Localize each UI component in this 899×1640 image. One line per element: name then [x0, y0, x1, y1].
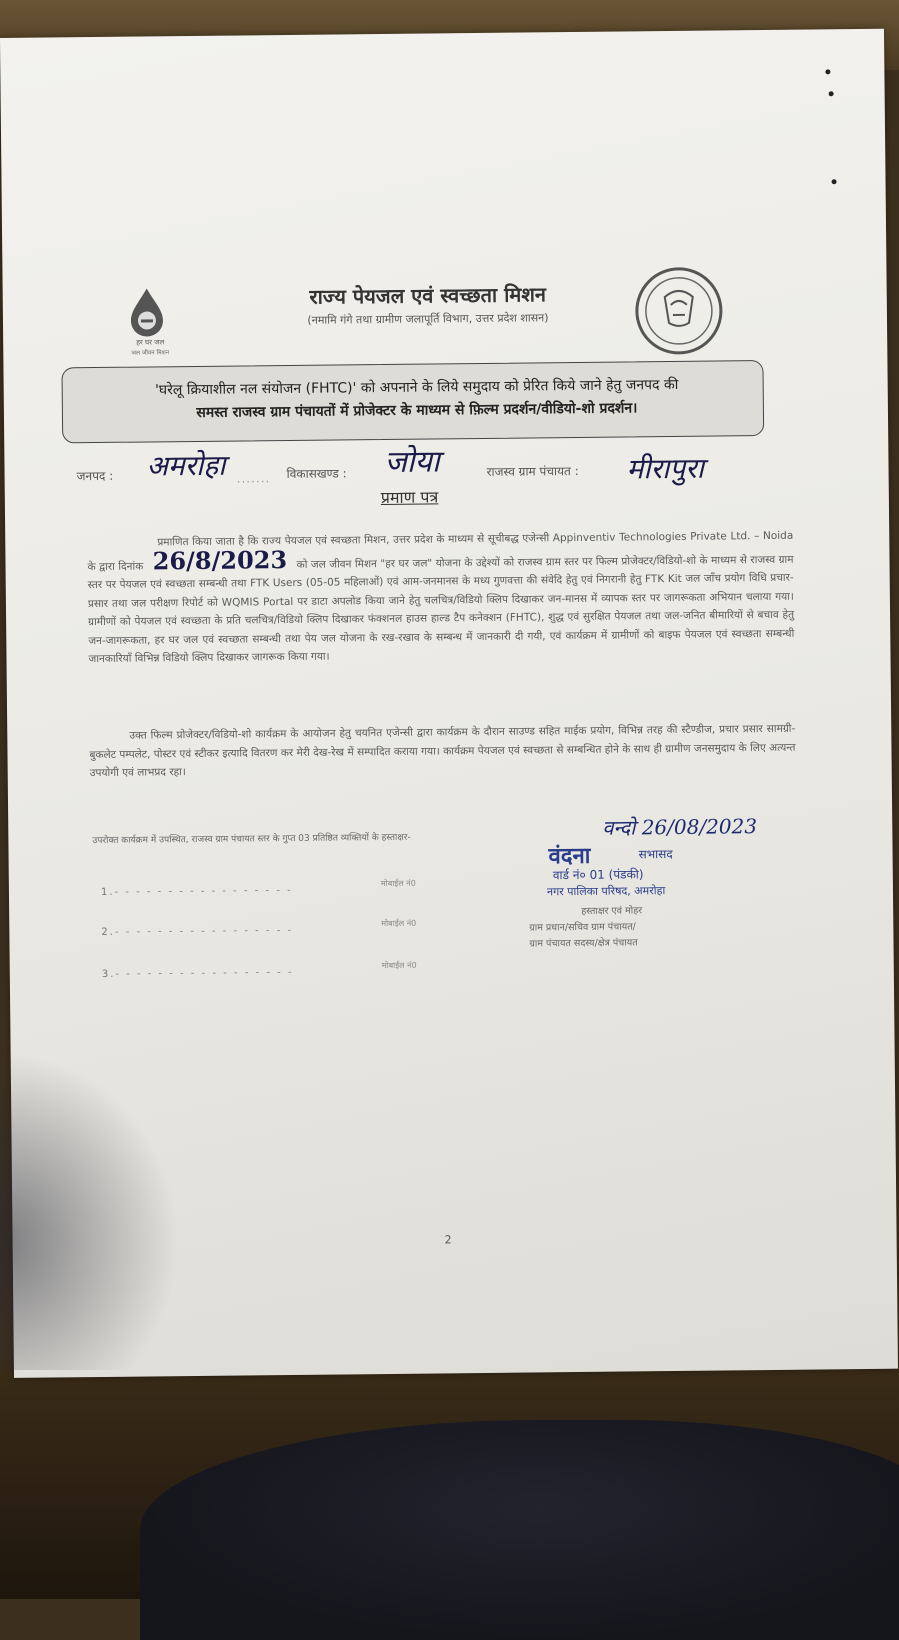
speck — [825, 69, 830, 74]
logo-text: हर घर जल — [136, 338, 165, 347]
speck — [832, 179, 837, 184]
signature-line-2: 2.- - - - - - - - - - - - - - - - - — [101, 924, 294, 938]
gram-panchayat-value: मीरापुरा — [626, 451, 705, 486]
speck — [829, 91, 834, 96]
page-subtitle: (नमामि गंगे तथा ग्रामीण जलापूर्ति विभाग, उत्तर प्रदेश शासन) — [307, 311, 549, 327]
mobile-label-3: मोबाईल नं0 — [381, 960, 417, 971]
mobile-label-2: मोबाईल नं0 — [381, 918, 417, 929]
stamp-title: सभासद — [638, 847, 673, 862]
vikaskhand-value: जोया — [384, 444, 440, 480]
banner-line-2: समस्त राजस्व ग्राम पंचायतों में प्रोजेक्टर के माध्यम से फ़िल्म प्रदर्शन/वीडियो-शो प्रदर्शन। — [196, 400, 638, 421]
program-banner — [61, 360, 764, 443]
jal-jeevan-mission-logo — [113, 286, 194, 367]
certificate-heading: प्रमाण पत्र — [380, 487, 439, 508]
certificate-paragraph-2: उक्त फिल्म प्रोजेक्टर/विडियो-शो कार्यक्रम के आयोजन हेतु चयनित एजेन्सी द्वारा कार्यक्रम के दौरान साउण्ड सहित माईक प्रयोग, विभिन्न तरह की स्टैण्डीज, प्रचार प्रसार सामग्री-बुकलेट पम्पलेट, पोस्टर एवं स्टीकर इत्यादि वितरण कर मेरी देख-रेख में सम्पादित कराया गया। कार्यक्रम पेयजल एवं स्वच्छता से सम्बन्धित होने के साथ ही ग्रामीण जनसमुदाय के लिए अत्यन्त उपयोगी एवं लाभप्रद रहा। — [89, 722, 796, 780]
attendees-intro: उपरोक्त कार्यक्रम में उपस्थित, राजस्व ग्राम पंचायत स्तर के गुप्त 03 प्रतिष्ठित व्यक्तियों के हस्ताक्षर- — [92, 832, 411, 847]
signature-line-1: 1.- - - - - - - - - - - - - - - - - — [100, 884, 293, 898]
stamp-organisation: नगर पालिका परिषद, अमरोहा — [546, 884, 666, 899]
para1-body: को जल जीवन मिशन "हर घर जल" योजना के उद्देश्यों को राजस्व ग्राम स्तर पर फिल्म प्रोजेक्टर/विडियो-शो के माध्यम से राजस्व ग्राम स्तर पर पेयजल एवं स्वच्छता सम्बन्धी तथा FTK Users (05-05 महिलाओं) एवं आम-जनमानस के मध्य गुणवत्ता की संवेदि हेतु एवं निगरानी हेतु FTK Kit जल जाँच प्रयोग विधि प्रचार-प्रसार तथा जल परीक्षण रिपोर्ट को WQMIS Portal पर डाटा अपलोड किया जाने हेतु चलचित्र/विडियो क्लिप दिखाकर जन-मानस में व्यापक स्तर पर जागरूकता अभियान चलाया गया। ग्रामीणों को पेयजल एवं स्वच्छता के प्रति चलचित्र/विडियो क्लिप दिखाकर फंक्शनल हाउस हाल्ड टैप कनेक्शन (FHTC), शुद्ध एवं सुरक्षित पेयजल तथा जल-जनित बीमारियों से बचाव हेतु जन-जागरूकता, हर घर जल एवं स्वच्छता सम्बन्धी तथा पेय जल योजना के रख-रखाव के सम्बन्ध में जानकारी दी गयी, एवं कार्यक्रम में ग्रामीणों को बाइफ पेयजल एवं स्वच्छता सम्बन्धी जानकारियाँ विभिन्न विडियो क्लिप दिखाकर जागरूक किया गया। — [87, 553, 795, 666]
gram-panchayat-label: राजस्व ग्राम पंचायत : — [486, 463, 579, 479]
logo-caption: जल जीवन मिशन — [131, 349, 170, 357]
handwritten-signature: वन्दो 26/08/2023 — [602, 814, 758, 840]
banner-line-1: 'घरेलू क्रियाशील नल संयोजन (FHTC)' को अपनाने के लिये समुदाय को प्रेरित किये जाने हेतु जनपद की — [154, 376, 679, 399]
sign-label: हस्ताक्षर एवं मोहर — [581, 905, 643, 917]
page-title: राज्य पेयजल एवं स्वच्छता मिशन — [309, 282, 547, 309]
role-line-1: ग्राम प्रधान/सचिव ग्राम पंचायत/ — [529, 921, 636, 934]
banner-text — [77, 373, 757, 426]
up-government-seal — [634, 266, 723, 355]
hand-shadow — [0, 1050, 180, 1370]
stamp-name: वंदना — [548, 843, 591, 870]
signature-line-3: 3.- - - - - - - - - - - - - - - - - — [101, 966, 294, 980]
janpad-value: अमरोहा — [146, 448, 226, 483]
stamp-ward: वार्ड नं० 01 (पंडकी) — [552, 867, 644, 883]
program-date: 26/8/2023 — [152, 544, 288, 575]
page-number: 2 — [444, 1233, 452, 1247]
para1-intro: प्रमाणित किया जाता है कि राज्य पेयजल एवं स्वच्छता मिशन, उत्तर प्रदेश के माध्यम से सूचीबद्ध एजेन्सी Appinventiv Technologies Private Ltd. – Noida के द्वारा दिनांक — [87, 529, 794, 573]
dark-cloth — [140, 1420, 899, 1640]
certificate-paragraph-1 — [87, 527, 794, 669]
vikaskhand-label: विकासखण्ड : — [286, 466, 347, 482]
janpad-label: जनपद : — [76, 468, 114, 484]
mobile-label-1: मोबाईल नं0 — [380, 878, 416, 889]
role-line-2: ग्राम पंचायत सदस्य/क्षेत्र पंचायत — [529, 937, 638, 950]
seal-emblem-icon — [634, 266, 723, 355]
janpad-dots: ....... — [236, 471, 271, 486]
